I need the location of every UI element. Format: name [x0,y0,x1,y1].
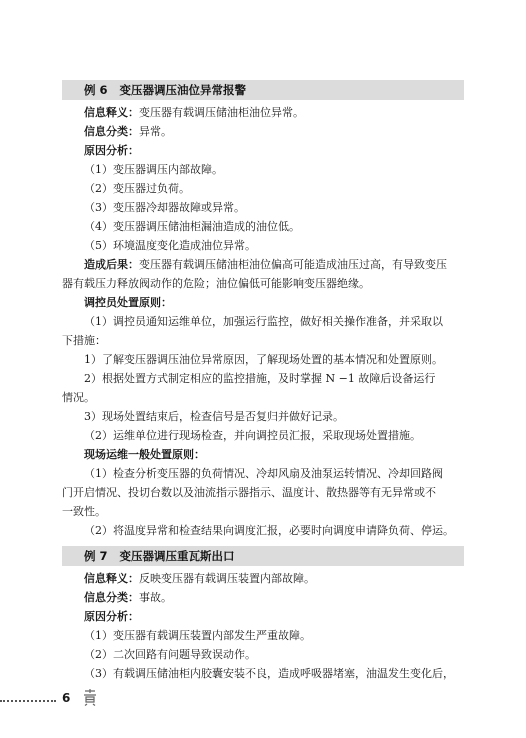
class-text: 事故。 [139,591,172,604]
dispatcher-item-1-cont: 下措施： [62,334,106,347]
class-label: 信息分类： [84,125,139,138]
consequence-label: 造成后果： [84,258,139,271]
dispatcher-subitem-2: 2）根据处置方式制定相应的监控措施，及时掌握 N −1 故障后设备运行 [84,372,436,385]
page-number: 6 [62,691,71,705]
field-item-1: （1）检查分析变压器的负荷情况、冷却风扇及油泵运转情况、冷却回路阀 [84,467,443,480]
class-line [84,125,172,139]
dispatcher-subitem-2-cont: 情况。 [62,391,95,404]
dispatcher-subitem-1: 1）了解变压器调压油位异常原因，了解现场处置的基本情况和处置原则。 [84,353,443,366]
heading-title: 变压器调压油位异常报警 [119,83,247,97]
footer-dotted-rule [0,700,56,702]
info-line [84,572,315,586]
field-item-1-cont: 门开启情况、投切台数以及油流指示器指示、温度计、散热器等有无异常或不 [62,486,436,499]
consequence-text-cont: 器有载压力释放阀动作的危险；油位偏低可能影响变压器绝缘。 [62,277,370,290]
cause-item: （3）变压器冷却器故障或异常。 [84,201,245,214]
dispatcher-label: 调控员处置原则： [84,296,172,309]
heading-number: 例 6 [84,83,108,97]
dispatcher-item-2: （2）运维单位进行现场检查，并向调控员汇报，采取现场处置措施。 [84,429,421,442]
info-text: 变压器有载调压储油柜油位异常。 [139,106,304,119]
consequence-text: 变压器有载调压储油柜油位偏高可能造成油压过高，有导致变压 [139,258,447,271]
cause-label: 原因分析： [84,144,139,157]
decorative-glyph-icon [82,688,98,706]
info-label: 信息释义： [84,572,139,585]
section-heading-example-6 [62,80,464,100]
section-heading-example-7 [62,546,464,566]
class-label: 信息分类： [84,591,139,604]
cause-item: （1）变压器调压内部故障。 [84,163,223,176]
dispatcher-subitem-3: 3）现场处置结束后，检查信号是否复归并做好记录。 [84,410,344,423]
field-item-2: （2）将温度异常和检查结果向调度汇报，必要时向调度申请降负荷、停运。 [84,524,454,537]
heading-title: 变压器调压重瓦斯出口 [119,549,235,563]
dispatcher-item-1: （1）调控员通知运维单位，加强运行监控，做好相关操作准备，并采取以 [84,315,443,328]
cause-label: 原因分析： [84,610,139,623]
info-text: 反映变压器有载调压装置内部故障。 [139,572,315,585]
cause-item: （2）二次回路有问题导致误动作。 [84,648,256,661]
class-text: 异常。 [139,125,172,138]
consequence-line [84,258,447,272]
cause-item: （1）变压器有载调压装置内部发生严重故障。 [84,629,311,642]
cause-item: （3）有载调压储油柜内胶囊安装不良，造成呼吸器堵塞，油温发生变化后， [84,667,454,680]
cause-item: （2）变压器过负荷。 [84,182,190,195]
heading-number: 例 7 [84,549,108,563]
cause-item: （5）环境温度变化造成油位异常。 [84,239,256,252]
field-item-1-cont: 一致性。 [62,505,106,518]
field-label: 现场运维一般处置原则： [84,448,205,461]
cause-item: （4）变压器调压储油柜漏油造成的油位低。 [84,220,300,233]
info-line [84,106,304,120]
class-line [84,591,172,605]
info-label: 信息释义： [84,106,139,119]
